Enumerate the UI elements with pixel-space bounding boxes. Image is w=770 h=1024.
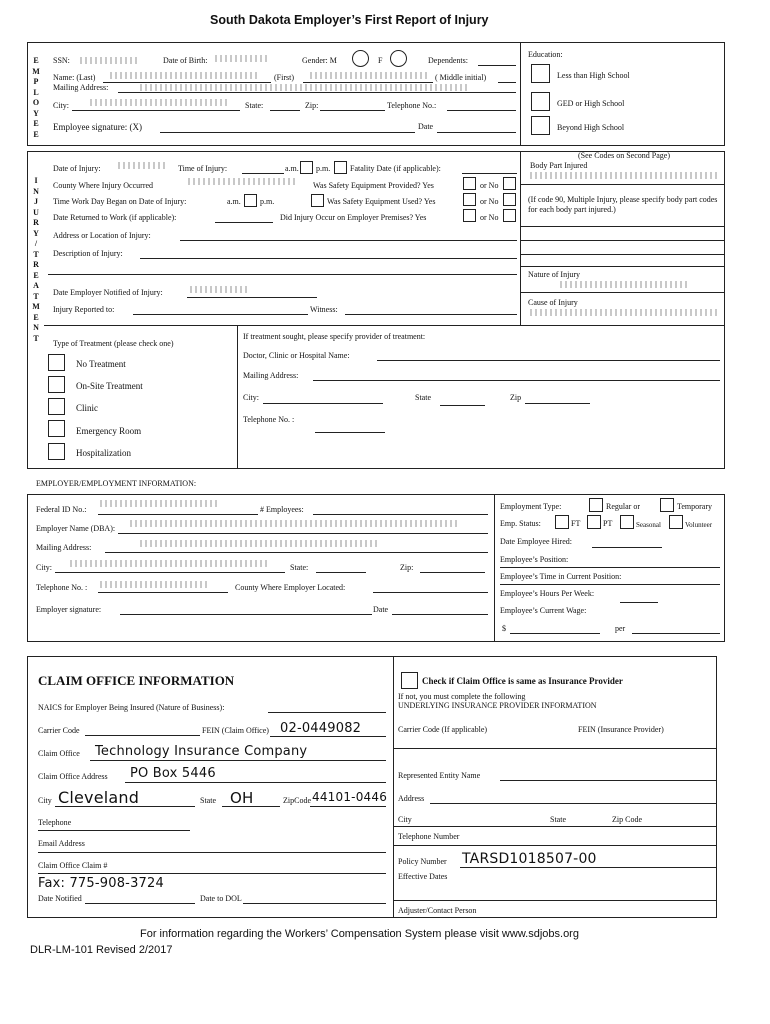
underlying-heading: UNDERLYING INSURANCE PROVIDER INFORMATION <box>398 701 597 710</box>
ft-label: FT <box>571 519 581 528</box>
employer-section-title: EMPLOYER/EMPLOYMENT INFORMATION: <box>36 479 197 488</box>
safety-used-label: Was Safety Equipment Used? Yes <box>327 197 436 206</box>
temporary-checkbox[interactable] <box>660 498 674 512</box>
position-label: Employee’s Position: <box>500 555 569 564</box>
city-label: City: <box>53 101 70 110</box>
gender-m-radio[interactable] <box>352 50 369 67</box>
name-middle-label: ( Middle initial) <box>435 73 487 82</box>
injury-letter: R <box>33 260 39 269</box>
claim-state-value: OH <box>230 789 254 807</box>
ssn-label: SSN: <box>53 56 70 65</box>
injury-letter: E <box>33 270 39 280</box>
employer-name-label: Employer Name (DBA): <box>36 524 116 533</box>
represented-entity-label: Represented Entity Name <box>398 771 481 780</box>
employee-letter: Y <box>33 108 39 118</box>
injury-divider <box>520 151 521 325</box>
injury-letter: T <box>33 291 39 301</box>
telephone-label: Telephone No.: <box>387 101 437 110</box>
education-less-than-hs-checkbox[interactable] <box>531 64 550 83</box>
injury-letter: N <box>33 323 39 332</box>
employer-mailing-label: Mailing Address: <box>36 543 92 552</box>
pm2-label: p.m. <box>260 197 275 206</box>
pm-label: p.m. <box>316 164 331 173</box>
per-label: per <box>615 624 626 633</box>
provider-note: If treatment sought, please specify provider of treatment: <box>243 332 426 341</box>
mailing-label: Mailing Address: <box>53 83 109 92</box>
education-option-2: Beyond High School <box>557 123 625 132</box>
pt-label: PT <box>603 519 613 528</box>
claim-office-value: Technology Insurance Company <box>95 744 308 759</box>
employer-signature-label: Employer signature: <box>36 605 102 614</box>
injury-letter: T <box>33 333 39 343</box>
regular-checkbox[interactable] <box>589 498 603 512</box>
premises-or-no: or No <box>480 213 499 222</box>
safety-used-yes-checkbox[interactable] <box>463 193 476 206</box>
employer-divider <box>494 494 495 642</box>
premises-label: Did Injury Occur on Employer Premises? Yes <box>280 213 427 222</box>
adjuster-label: Adjuster/Contact Person <box>398 906 477 915</box>
employer-zip-label: Zip: <box>400 563 414 572</box>
claim-office-address-label: Claim Office Address <box>38 772 108 781</box>
claim-office-label: Claim Office <box>38 749 80 758</box>
treatment-option-0: No Treatment <box>76 359 126 369</box>
injury-letter: T <box>33 249 39 259</box>
am-checkbox[interactable] <box>300 161 313 174</box>
pm-checkbox[interactable] <box>334 161 347 174</box>
premises-no-checkbox[interactable] <box>503 209 516 222</box>
volunteer-checkbox[interactable] <box>669 515 683 529</box>
name-first-label: (First) <box>274 73 294 82</box>
underlying-fein-label: FEIN (Insurance Provider) <box>578 725 664 734</box>
claim-email-label: Email Address <box>38 839 85 848</box>
cause-label: Cause of Injury <box>528 298 578 307</box>
description-label: Description of Injury: <box>53 249 123 258</box>
employer-city-label: City: <box>36 563 53 572</box>
code-90-note: (If code 90, Multiple Injury, please specify body part codes for each body part injured.) <box>528 195 718 214</box>
injury-letter: M <box>32 302 40 311</box>
form-title: South Dakota Employer’s First Report of Injury <box>210 13 489 27</box>
injury-side-label <box>30 176 42 344</box>
date-returned-label: Date Returned to Work (if applicable): <box>53 213 177 222</box>
injury-letter: / <box>34 239 38 248</box>
reported-to-label: Injury Reported to: <box>53 305 115 314</box>
claim-telephone-label: Telephone <box>38 818 72 827</box>
injury-letter: R <box>33 218 39 227</box>
temporary-label: Temporary <box>677 502 712 511</box>
employer-date-label: Date <box>373 605 389 614</box>
safety-used-or-no: or No <box>480 197 499 206</box>
employee-letter: L <box>33 87 39 97</box>
dob-label: Date of Birth: <box>163 56 208 65</box>
employer-county-label: County Where Employer Located: <box>235 583 346 592</box>
claim-city-value: Cleveland <box>58 788 140 807</box>
date-notified-label: Date Employer Notified of Injury: <box>53 288 163 297</box>
gender-f-radio[interactable] <box>390 50 407 67</box>
wage-label: Employee’s Current Wage: <box>500 606 587 615</box>
employee-letter: P <box>33 77 39 86</box>
policy-number-value: TARSD1018507-00 <box>462 851 597 867</box>
claim-date-to-dol-label: Date to DOL <box>200 894 242 903</box>
treatment-type-label: Type of Treatment (please check one) <box>53 339 174 348</box>
safety-provided-yes-checkbox[interactable] <box>463 177 476 190</box>
employee-letter: E <box>33 129 39 139</box>
employee-letter: M <box>32 66 40 76</box>
treatment-mailing-label: Mailing Address: <box>243 371 299 380</box>
am-label: a.m. <box>285 164 299 173</box>
gender-f-label: F <box>378 56 383 65</box>
claim-title: CLAIM OFFICE INFORMATION <box>38 673 235 688</box>
safety-used-no-checkbox[interactable] <box>503 193 516 206</box>
underlying-state-label: State <box>550 815 566 824</box>
treatment-onsite-checkbox[interactable] <box>48 376 65 393</box>
treatment-option-3: Emergency Room <box>76 426 142 436</box>
claim-date-notified-label: Date Notified <box>38 894 82 903</box>
fax-value: Fax: 775-908-3724 <box>38 876 164 891</box>
form-id: DLR-LM-101 Revised 2/2017 <box>30 944 173 956</box>
treatment-option-2: Clinic <box>76 403 98 413</box>
underlying-carrier-code-label: Carrier Code (If applicable) <box>398 725 488 734</box>
underlying-zip-label: Zip Code <box>612 815 642 824</box>
codes-note: (See Codes on Second Page) <box>578 151 670 160</box>
same-as-provider-checkbox[interactable] <box>401 672 418 689</box>
treatment-hospital-checkbox[interactable] <box>48 443 65 460</box>
county-label: County Where Injury Occurred <box>53 181 154 190</box>
injury-letter: I <box>34 176 38 185</box>
underlying-address-label: Address <box>398 794 425 803</box>
treatment-city-label: City: <box>243 393 260 402</box>
emp-status-label: Emp. Status: <box>500 519 541 528</box>
time-in-position-label: Employee’s Time in Current Position: <box>500 572 622 581</box>
safety-provided-label: Was Safety Equipment Provided? Yes <box>313 181 434 190</box>
if-not-label: If not, you must complete the following <box>398 692 526 701</box>
treatment-option-4: Hospitalization <box>76 448 131 458</box>
fein-claim-label: FEIN (Claim Office) <box>202 726 269 735</box>
state-label: State: <box>245 101 264 110</box>
injury-letter: J <box>34 197 38 206</box>
federal-id-label: Federal ID No.: <box>36 505 87 514</box>
zip-label: Zip: <box>305 101 319 110</box>
employee-letter: E <box>33 56 39 65</box>
injury-letter: E <box>33 312 39 322</box>
injury-letter: A <box>33 281 39 290</box>
employer-state-label: State: <box>290 563 309 572</box>
claim-number-label: Claim Office Claim # <box>38 861 108 870</box>
pm2-checkbox[interactable] <box>311 194 324 207</box>
effective-dates-label: Effective Dates <box>398 872 448 881</box>
employee-letter: E <box>33 119 39 128</box>
date-of-injury-label: Date of Injury: <box>53 164 101 173</box>
education-option-1: GED or High School <box>557 99 625 108</box>
date-hired-label: Date Employee Hired: <box>500 537 572 546</box>
volunteer-label: Volunteer <box>685 521 713 529</box>
injury-letter: N <box>33 186 39 196</box>
education-ged-hs-checkbox[interactable] <box>531 92 550 111</box>
fatality-label: Fatality Date (if applicable): <box>350 164 441 173</box>
treatment-none-checkbox[interactable] <box>48 354 65 371</box>
employer-telephone-label: Telephone No. : <box>36 583 88 592</box>
treatment-er-checkbox[interactable] <box>48 420 65 437</box>
treatment-telephone-label: Telephone No. : <box>243 415 295 424</box>
policy-number-label: Policy Number <box>398 857 447 866</box>
dependents-label: Dependents: <box>428 56 468 65</box>
gender-label: Gender: M <box>302 56 337 65</box>
treatment-state-label: State <box>415 393 431 402</box>
name-last-label: Name: (Last) <box>53 73 96 82</box>
body-part-label: Body Part Injured <box>530 161 588 170</box>
treatment-option-1: On-Site Treatment <box>76 381 143 391</box>
employee-divider <box>520 42 521 146</box>
witness-label: Witness: <box>310 305 338 314</box>
treatment-clinic-checkbox[interactable] <box>48 398 65 415</box>
seasonal-checkbox[interactable] <box>620 515 634 529</box>
hours-per-week-label: Employee’s Hours Per Week: <box>500 589 595 598</box>
footer-info: For information regarding the Workers’ Compensation System please visit www.sdjobs.org <box>140 928 579 940</box>
address-location-label: Address or Location of Injury: <box>53 231 151 240</box>
employee-date-label: Date <box>418 122 434 131</box>
education-label: Education: <box>528 50 563 59</box>
employee-signature-label: Employee signature: (X) <box>53 122 142 132</box>
underlying-city-label: City <box>398 815 412 824</box>
claim-zip-value: 44101-0446 <box>312 790 388 804</box>
am2-checkbox[interactable] <box>244 194 257 207</box>
same-as-provider-label: Check if Claim Office is same as Insurance Provider <box>422 676 623 686</box>
claim-office-address-value: PO Box 5446 <box>130 766 216 781</box>
claim-state-label: State <box>200 796 216 805</box>
employment-type-label: Employment Type: <box>500 502 562 511</box>
time-work-day-label: Time Work Day Began on Date of Injury: <box>53 197 187 206</box>
doctor-label: Doctor, Clinic or Hospital Name: <box>243 351 350 360</box>
ft-checkbox[interactable] <box>555 515 569 529</box>
claim-divider <box>393 656 394 918</box>
treatment-zip-label: Zip <box>510 393 522 402</box>
employee-side-label <box>30 56 42 140</box>
education-option-0: Less than High School <box>557 71 630 80</box>
premises-yes-checkbox[interactable] <box>463 209 476 222</box>
dollar-label: $ <box>502 624 506 633</box>
injury-letter: Y <box>33 228 39 238</box>
am2-label: a.m. <box>227 197 241 206</box>
employee-letter: O <box>32 98 40 107</box>
num-employees-label: # Employees: <box>260 505 304 514</box>
naics-label: NAICS for Employer Being Insured (Nature of Business): <box>38 703 225 712</box>
seasonal-label: Seasonal <box>636 521 661 529</box>
pt-checkbox[interactable] <box>587 515 601 529</box>
treatment-divider <box>237 325 238 469</box>
claim-city-label: City <box>38 796 52 805</box>
education-beyond-hs-checkbox[interactable] <box>531 116 550 135</box>
carrier-code-label: Carrier Code <box>38 726 80 735</box>
fein-claim-value: 02-0449082 <box>280 721 362 736</box>
injury-letter: U <box>33 207 39 217</box>
safety-provided-or-no: or No <box>480 181 499 190</box>
time-of-injury-label: Time of Injury: <box>178 164 228 173</box>
underlying-telephone-label: Telephone Number <box>398 832 460 841</box>
safety-provided-no-checkbox[interactable] <box>503 177 516 190</box>
regular-label: Regular or <box>606 502 640 511</box>
claim-zip-label: ZipCode <box>283 796 311 805</box>
nature-label: Nature of Injury <box>528 270 580 279</box>
